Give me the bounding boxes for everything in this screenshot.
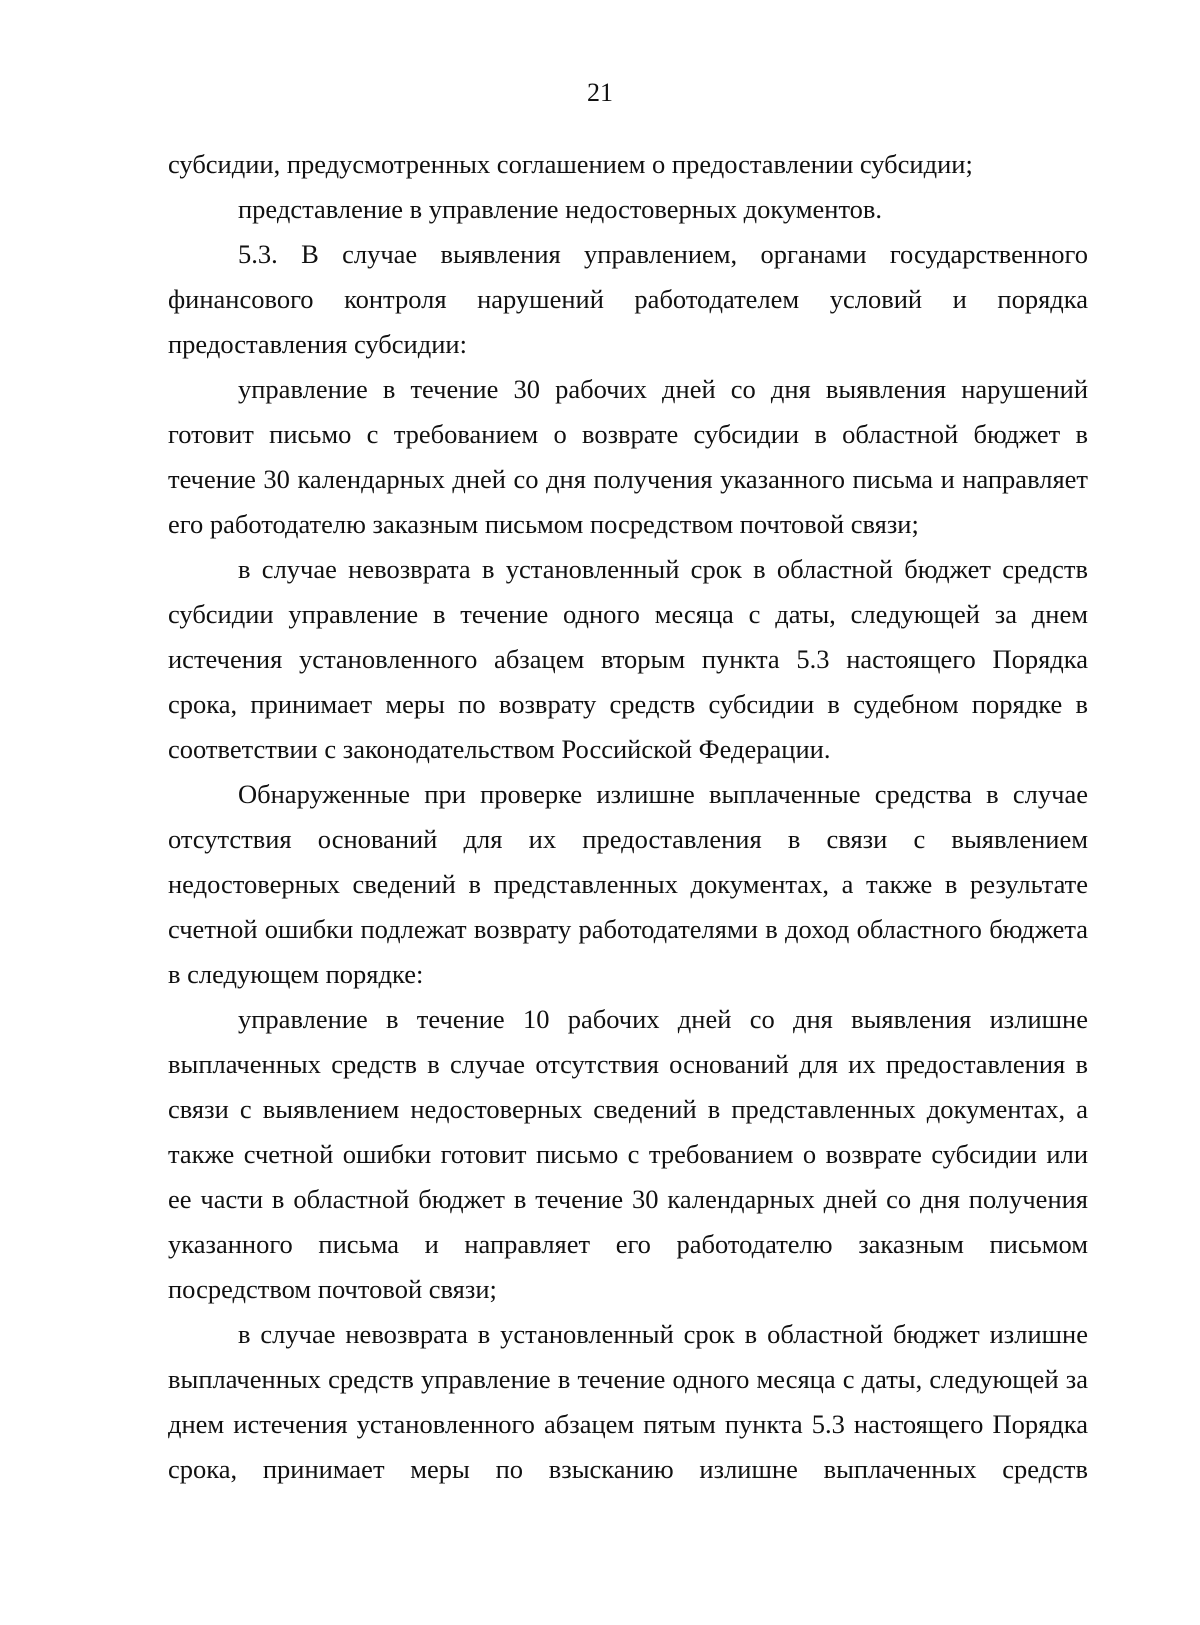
page-number: 21 <box>587 78 613 107</box>
paragraph-false-documents: представление в управление недостоверных документов. <box>238 194 883 224</box>
paragraph-continuation: субсидии, предусмотренных соглашением о предоставлении субсидии; <box>168 149 973 179</box>
paragraph-court-recovery: в случае невозврата в установленный срок в областной бюджет средств субсидии управление в течение одного месяца с даты, следующей за днем истечения установленного абзацем вторым пункта 5.3 настоящего Порядка срока, принимает меры по возврату средств субсидии в судебном порядке в соответствии с законодательством Российской Федерации. <box>168 554 1088 764</box>
paragraph-overpaid-letter: управление в течение 10 рабочих дней со дня выявления излишне выплаченных средств в случае отсутствия оснований для их предоставления в связи с выявлением недостоверных сведений в представленных документах, а также счетной ошибки готовит письмо с требованием о возврате субсидии или ее части в областной бюджет в течение 30 календарных дней со дня получения указанного письма и направляет его работодателю заказным письмом посредством почтовой связи; <box>168 1004 1088 1304</box>
paragraph-overpaid-recovery: в случае невозврата в установленный срок в областной бюджет излишне выплаченных средств управление в течение одного месяца с даты, следующей за днем истечения установленного абзацем пятым пункта 5.3 настоящего Порядка срока, принимает меры по взысканию излишне выплаченных средств <box>168 1319 1088 1484</box>
paragraph-return-letter: управление в течение 30 рабочих дней со дня выявления нарушений готовит письмо с требованием о возврате субсидии в областной бюджет в течение 30 календарных дней со дня получения указанного письма и направляет его работодателю заказным письмом посредством почтовой связи; <box>168 374 1088 539</box>
document-body <box>168 142 1088 1492</box>
paragraph-clause-5-3: 5.3. В случае выявления управлением, органами государственного финансового контроля нарушений работодателем условий и порядка предоставления субсидии: <box>168 239 1088 359</box>
paragraph-overpaid-funds: Обнаруженные при проверке излишне выплаченные средства в случае отсутствия оснований для их предоставления в связи с выявлением недостоверных сведений в представленных документах, а также в результате счетной ошибки подлежат возврату работодателями в доход областного бюджета в следующем порядке: <box>168 779 1088 989</box>
